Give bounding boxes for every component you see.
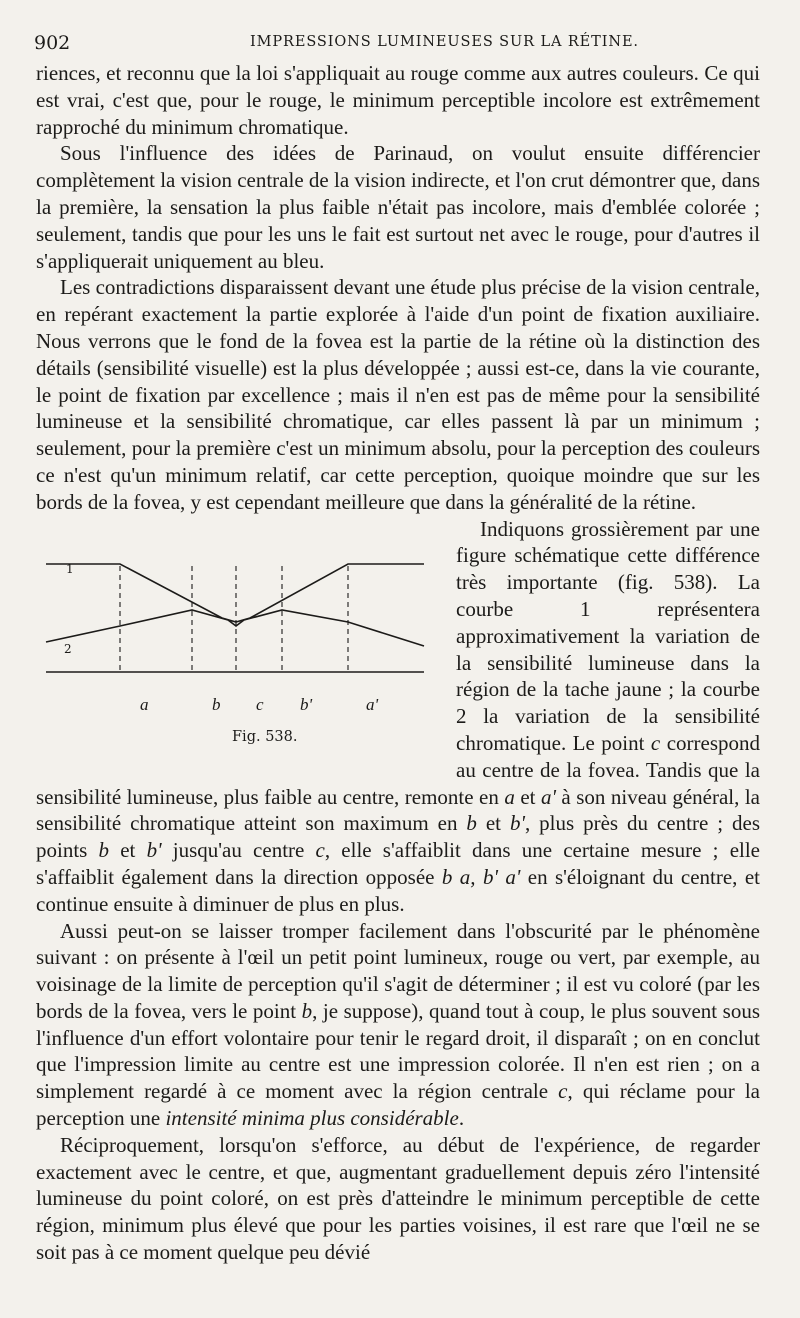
p5-text: , qui réclame pour la perception une [36,1079,761,1131]
p4-point-b: b [98,838,110,863]
page-number: 902 [34,32,71,54]
curve-2-chromatic [46,610,424,646]
p4-text: et [476,811,510,836]
p5-emphasis: intensité minima plus considérable [165,1106,459,1131]
paragraph-5 [36,918,760,1132]
p4-text: , elle s'affaiblit dans une certaine mesure ; elle s'affaiblit également dans la direction opposée [36,838,760,889]
p4-point-a: a [504,784,515,809]
page-header [30,30,770,54]
paragraph-2: Sous l'influence des idées de Parinaud, on voulut ensuite différencier complètement la vision centrale de la vision indirecte, et l'on crut démontrer que, dans la première, la sensation la plus faible n'était pas incolore, mais d'emblée colorée ; seulement, tandis que pour les uns le fait est surtout net avec le rouge, pour d'autres il s'appliquerait uniquement au bleu. [36,141,760,273]
p4-text: , plus près du centre ; des points [36,811,760,863]
p4-text: jusqu'au centre [161,838,316,863]
p4-segments: b a, b' a' [441,864,521,889]
paragraph-6: Réciproquement, lorsqu'on s'efforce, au début de l'expérience, de regarder exactement avec le centre, et que, augmentant graduellement depuis zéro l'intensité lumineuse du point coloré, on est près d'atteindre le minimum perceptible de cette région, minimum plus élevé que pour les parties voisines, il est rare que l'œil ne se soit pas à ce moment quelque peu dévié [36,1132,760,1265]
p5-point-c: c [558,1079,568,1104]
p4-lead: Indiquons grossièrement par une figure schématique cette différence très importante (fig. 538). La courbe 1 représentera approximativement la variation de la sensibilité lumineuse dans la région de la tache jaune ; la courbe 2 la variation de la sensibilité chromatique. Le point [456,516,760,755]
curve-label-1: 1 [66,561,74,576]
paragraph-4 [36,516,760,918]
point-label-3: c [256,694,264,714]
p4-point-b: b [466,811,477,836]
curve-1-luminous [46,564,424,622]
p4-text: en s'éloignant du centre, et continue ensuite à diminuer de plus en plus. [36,864,760,916]
p4-text: et [109,838,147,863]
p4-text: et [514,784,541,809]
p5-text: , je suppose), quand tout à coup, le plus souvent sous l'influence d'un effort volontaire pour tenir le regard droit, il disparaît ; on en conclut que l'impression limite au centre est une impression colorée. Il n'en est rien ; on a simplement regardé à ce moment avec la région centrale [36,998,761,1104]
p4-point-b-prime: b' [146,838,162,863]
p4-point-c: c [315,838,325,863]
p4-point-c: c [650,730,661,755]
p4-point-b-prime: b' [509,811,525,836]
point-label-4: b' [300,694,313,714]
body-text [36,60,760,1266]
p5-point-b: b [301,998,313,1023]
point-label-1: a [140,694,149,714]
running-head: IMPRESSIONS LUMINEUSES SUR LA RÉTINE. [250,34,639,50]
p4-point-a-prime: a' [540,784,556,809]
p4-text: correspond au centre de la fovea. Tandis que la sensibilité lumineuse, plus faible au centre, remonte en [36,730,760,809]
p5-text: . [458,1106,465,1131]
figure-538 [32,546,444,764]
paragraph-1: riences, et reconnu que la loi s'appliquait au rouge comme aux autres couleurs. Ce qui est vrai, c'est que, pour le rouge, le minimum perceptible incolore est extrêmement rapproché du minimum chromatique. [36,61,760,139]
point-label-5: a' [366,694,379,714]
paragraph-3: Les contradictions disparaissent devant une étude plus précise de la vision centrale, en repérant exactement la partie explorée à l'aide d'un point de fixation auxiliaire. Nous verrons que le fond de la fovea est la partie de la rétine où la distinction des détails (sensibilité visuelle) est la plus développée ; aussi est-ce, dans la vie courante, le point de fixation par excellence ; mais il n'en est pas de même pour la sensibilité lumineuse et la sensibilité chromatique, car elles passent là par un minimum ; seulement, pour la première c'est un minimum absolu, pour la perception des couleurs ce n'est qu'un minimum relatif, car cette perception, quoique moindre que sur les bords de la fovea, y est cependant meilleure que dans la généralité de la rétine. [36,275,760,514]
p5-text: Aussi peut-on se laisser tromper facilement dans l'obscurité par le phénomène suivant : on présente à l'œil un petit point lumineux, rouge ou vert, par exemple, au voisinage de la limite de perception qu'il s'agit de déterminer ; il est vu coloré (par les bords de la fovea, vers le point [36,918,760,1023]
p4-text: à son niveau général, la sensibilité chromatique atteint son maximum en [36,784,760,836]
curve-label-2: 2 [64,641,72,656]
figure-caption: Fig. 538. [232,728,298,745]
point-label-2: b [212,694,221,714]
